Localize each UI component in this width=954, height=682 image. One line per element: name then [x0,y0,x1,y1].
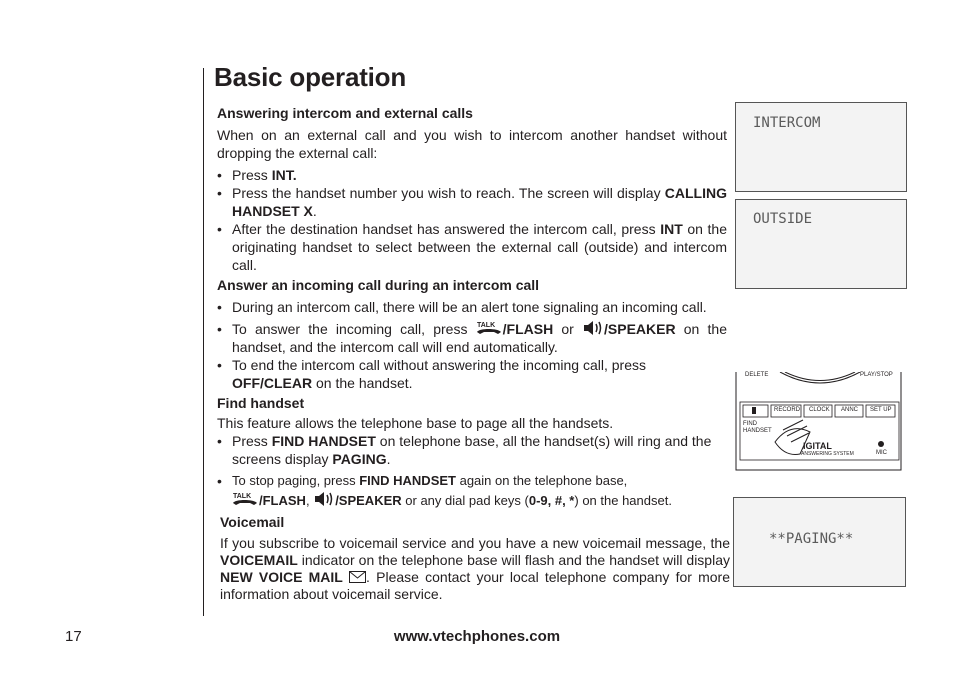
brand-logo-text: IGITAL [803,441,832,451]
margin-rule [203,68,204,616]
main-column [217,104,731,603]
section-heading-voicemail: Voicemail [220,514,285,530]
record-button[interactable]: RECORD [774,407,801,413]
intercom-screen-text: INTERCOM [753,115,821,131]
paging-screen [733,497,906,587]
speaker-icon [313,491,335,507]
envelope-icon [349,571,366,583]
voicemail-paragraph: If you subscribe to voicemail service and you have a new voicemail message, the VOICEMAIL indicator on the telephone base will flash and the handset will display NEW VOICE MAIL . Please contact your local telephone company for more information about voicemail service. [220,535,731,602]
talk-phone-icon [476,321,503,335]
list-item: • After the destination handset has answered the intercom call, press INT on the originating handset to select between the external call (outside) and intercom call. [217,221,727,273]
clock-button[interactable]: CLOCK [809,407,830,413]
svg-text:TALK: TALK [233,493,252,500]
answering-system-label: ANSWERING SYSTEM [801,451,854,457]
outside-screen-text: OUTSIDE [753,211,813,227]
list-item: • Press INT. [217,167,297,183]
delete-label: DELETE [745,372,769,378]
annc-button[interactable]: ANNC [841,407,859,413]
play-stop-label: PLAY/STOP [860,372,893,378]
page-title: Basic operation [214,62,407,92]
find-handset-label: FIND HANDSET [743,421,772,434]
speaker-icon [582,320,604,336]
talk-phone-icon [232,492,259,506]
section-heading-incoming: Answer an incoming call during an intercom call [217,277,540,293]
section-heading-intercom: Answering intercom and external calls [217,105,473,121]
telephone-base-illustration [735,372,905,472]
setup-button[interactable]: SET UP [870,407,892,413]
find-intro: This feature allows the telephone base to page all the handsets. [217,415,614,431]
list-item: • To stop paging, press FIND HANDSET again on the telephone base, TALK /FLASH, /SPEAKER or any dial pad keys (0-9, #, *) on the handset. [217,473,672,508]
paging-screen-text: **PAGING** [769,531,854,547]
mic-label: MIC [876,450,887,456]
list-item: • Press the handset number you wish to reach. The screen will display CALLING HANDSET X. [217,185,727,219]
section-heading-find: Find handset [217,395,305,411]
outside-screen [735,199,907,289]
list-item: • Press FIND HANDSET on telephone base, all the handset(s) will ring and the screens display PAGING. [217,433,712,467]
list-item: • To end the intercom call without answering the incoming call, press OFF/CLEAR on the handset. [217,357,646,391]
intercom-screen [735,102,907,192]
list-item: • To answer the incoming call, press TALK /FLASH or /SPEAKER on the handset, and the intercom call will end automatically. [217,321,727,355]
intercom-intro: When on an external call and you wish to intercom another handset without dropping the external call: [217,127,727,161]
footer-url: www.vtechphones.com [393,628,561,645]
list-item: • During an intercom call, there will be an alert tone signaling an incoming call. [217,299,707,315]
svg-text:TALK: TALK [476,322,495,329]
page-number: 17 [65,628,82,645]
